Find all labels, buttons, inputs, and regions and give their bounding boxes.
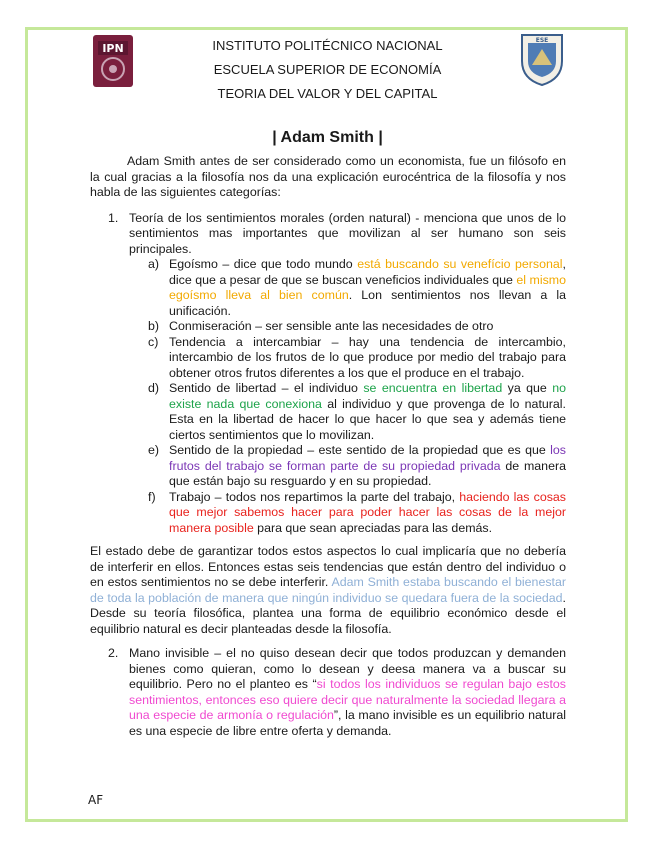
document-body xyxy=(90,154,566,739)
list-item-2 xyxy=(90,646,566,739)
sub-item-f xyxy=(90,490,566,537)
header-line-3: TEORIA DEL VALOR Y DEL CAPITAL xyxy=(217,86,438,101)
sub-item-a xyxy=(90,257,566,319)
ese-logo-text: ESE xyxy=(535,37,549,44)
highlight-text: Adam Smith estaba buscando el bienestar de toda la población de manera que ningún individuo se quedara fuera de la sociedad xyxy=(90,575,566,605)
list-item-1 xyxy=(90,211,566,258)
intro-paragraph: Adam Smith antes de ser considerado como un economista, fue un filósofo en la cual gracias a la filosofía nos da una explicación eurocéntrica de la filosofía y nos habla de las siguientes categorías: xyxy=(90,154,566,199)
highlight-text: no existe nada que conexiona xyxy=(169,381,567,411)
sub-text: Sentido de libertad – el individuo xyxy=(169,381,364,395)
sub-text: Sentido de la propiedad – este sentido de la propiedad que es que xyxy=(169,443,551,457)
page-title: | Adam Smith | xyxy=(272,129,383,146)
sub-text: . Lon sentimientos nos llevan a la unificación. xyxy=(169,288,566,318)
sub-item-e xyxy=(90,443,566,490)
sub-text: , dice que a pesar de que se buscan veneficios individuales que xyxy=(169,257,566,287)
sub-label: b) xyxy=(148,319,160,333)
sub-text: al individuo y que provenga de lo natural. Esta en la libertad de hacer lo que hacer lo que sea y además tiene ciertos sentimientos que lo movilizan. xyxy=(169,396,566,442)
highlight-text: el mismo egoísmo lleva al bien común xyxy=(169,272,566,302)
sub-text: de manera que están bajo su resguardo y en su propiedad. xyxy=(169,458,566,488)
highlight-text: haciendo las cosas que mejor sabemos hacer para poder hacer las cosas de la mejor manera posible xyxy=(169,489,566,535)
sub-text: para que sean apreciadas para las demás. xyxy=(253,520,493,535)
highlight-text: se encuentra en libertad xyxy=(363,381,503,395)
state-paragraph xyxy=(90,544,566,637)
sub-item-d xyxy=(90,381,566,443)
author-initials: AF xyxy=(88,793,104,807)
ipn-logo xyxy=(91,33,135,89)
ipn-logo-text: IPN xyxy=(102,42,124,55)
sub-text: Trabajo – todos nos repartimos la parte del trabajo, xyxy=(169,489,460,504)
sub-text: Conmiseración – ser sensible ante las necesidades de otro xyxy=(169,319,494,333)
sub-label: c) xyxy=(148,334,159,349)
ese-logo xyxy=(518,31,566,87)
list-item-text: ”, la mano invisible es un equilibrio natural es una especie de libre entre oferta y demanda. xyxy=(129,708,566,738)
header-line-2: ESCUELA SUPERIOR DE ECONOMÍA xyxy=(213,62,442,77)
paragraph-text: . Desde su teoría filosófica, plantea una forma de equilibrio económico desde el equilibrio natural es decir planteadas desde la filosofía. xyxy=(90,590,566,636)
sub-text: ya que xyxy=(502,381,553,395)
sub-item-b xyxy=(90,319,566,335)
sub-label: f) xyxy=(148,489,156,504)
paragraph-text: El estado debe de garantizar todos estos aspectos lo cual implicaría que no debería de interferir en ellos. Entonces estas seis tendencias que están dentro del individuo o en estos sentimientos no se debe interferir. xyxy=(90,544,566,589)
institution-header xyxy=(150,34,505,106)
highlight-text: está buscando su venefício personal xyxy=(357,257,563,271)
sub-item-c xyxy=(90,335,566,382)
list-item-text: Teoría de los sentimientos morales (orden natural) - menciona que unos de lo sentimientos mas importantes que movilizan al ser humano son seis principales. xyxy=(129,210,566,256)
list-number: 1. xyxy=(108,210,119,225)
sub-label: a) xyxy=(148,257,160,271)
sub-label: e) xyxy=(148,443,160,457)
list-item-text: Mano invisible – el no quiso desean decir que todos produzcan y demanden bienes como quieran, como lo desean y deesa manera va a buscar su equilibrio. Pero no el planteo es “ xyxy=(129,646,566,691)
sub-text: Tendencia a intercambiar – hay una tendencia de intercambio, intercambio de los frutos de lo que produce por medio del trabajo para obtener otros frutos diferentes a los que el produce en el trabajo. xyxy=(169,334,566,380)
highlight-text: los frutos del trabajo se forman parte de su propiedad privada xyxy=(169,443,566,473)
list-number: 2. xyxy=(108,646,119,660)
header-line-1: INSTITUTO POLITÉCNICO NACIONAL xyxy=(212,38,443,53)
sub-label: d) xyxy=(148,381,160,395)
highlight-text: si todos los individuos se regulan bajo estos sentimientos, entonces eso quiere decir que naturalmente la sociedad llegara a una especie de armonía o regulación xyxy=(129,677,566,722)
sub-text: Egoísmo – dice que todo mundo xyxy=(169,257,358,271)
